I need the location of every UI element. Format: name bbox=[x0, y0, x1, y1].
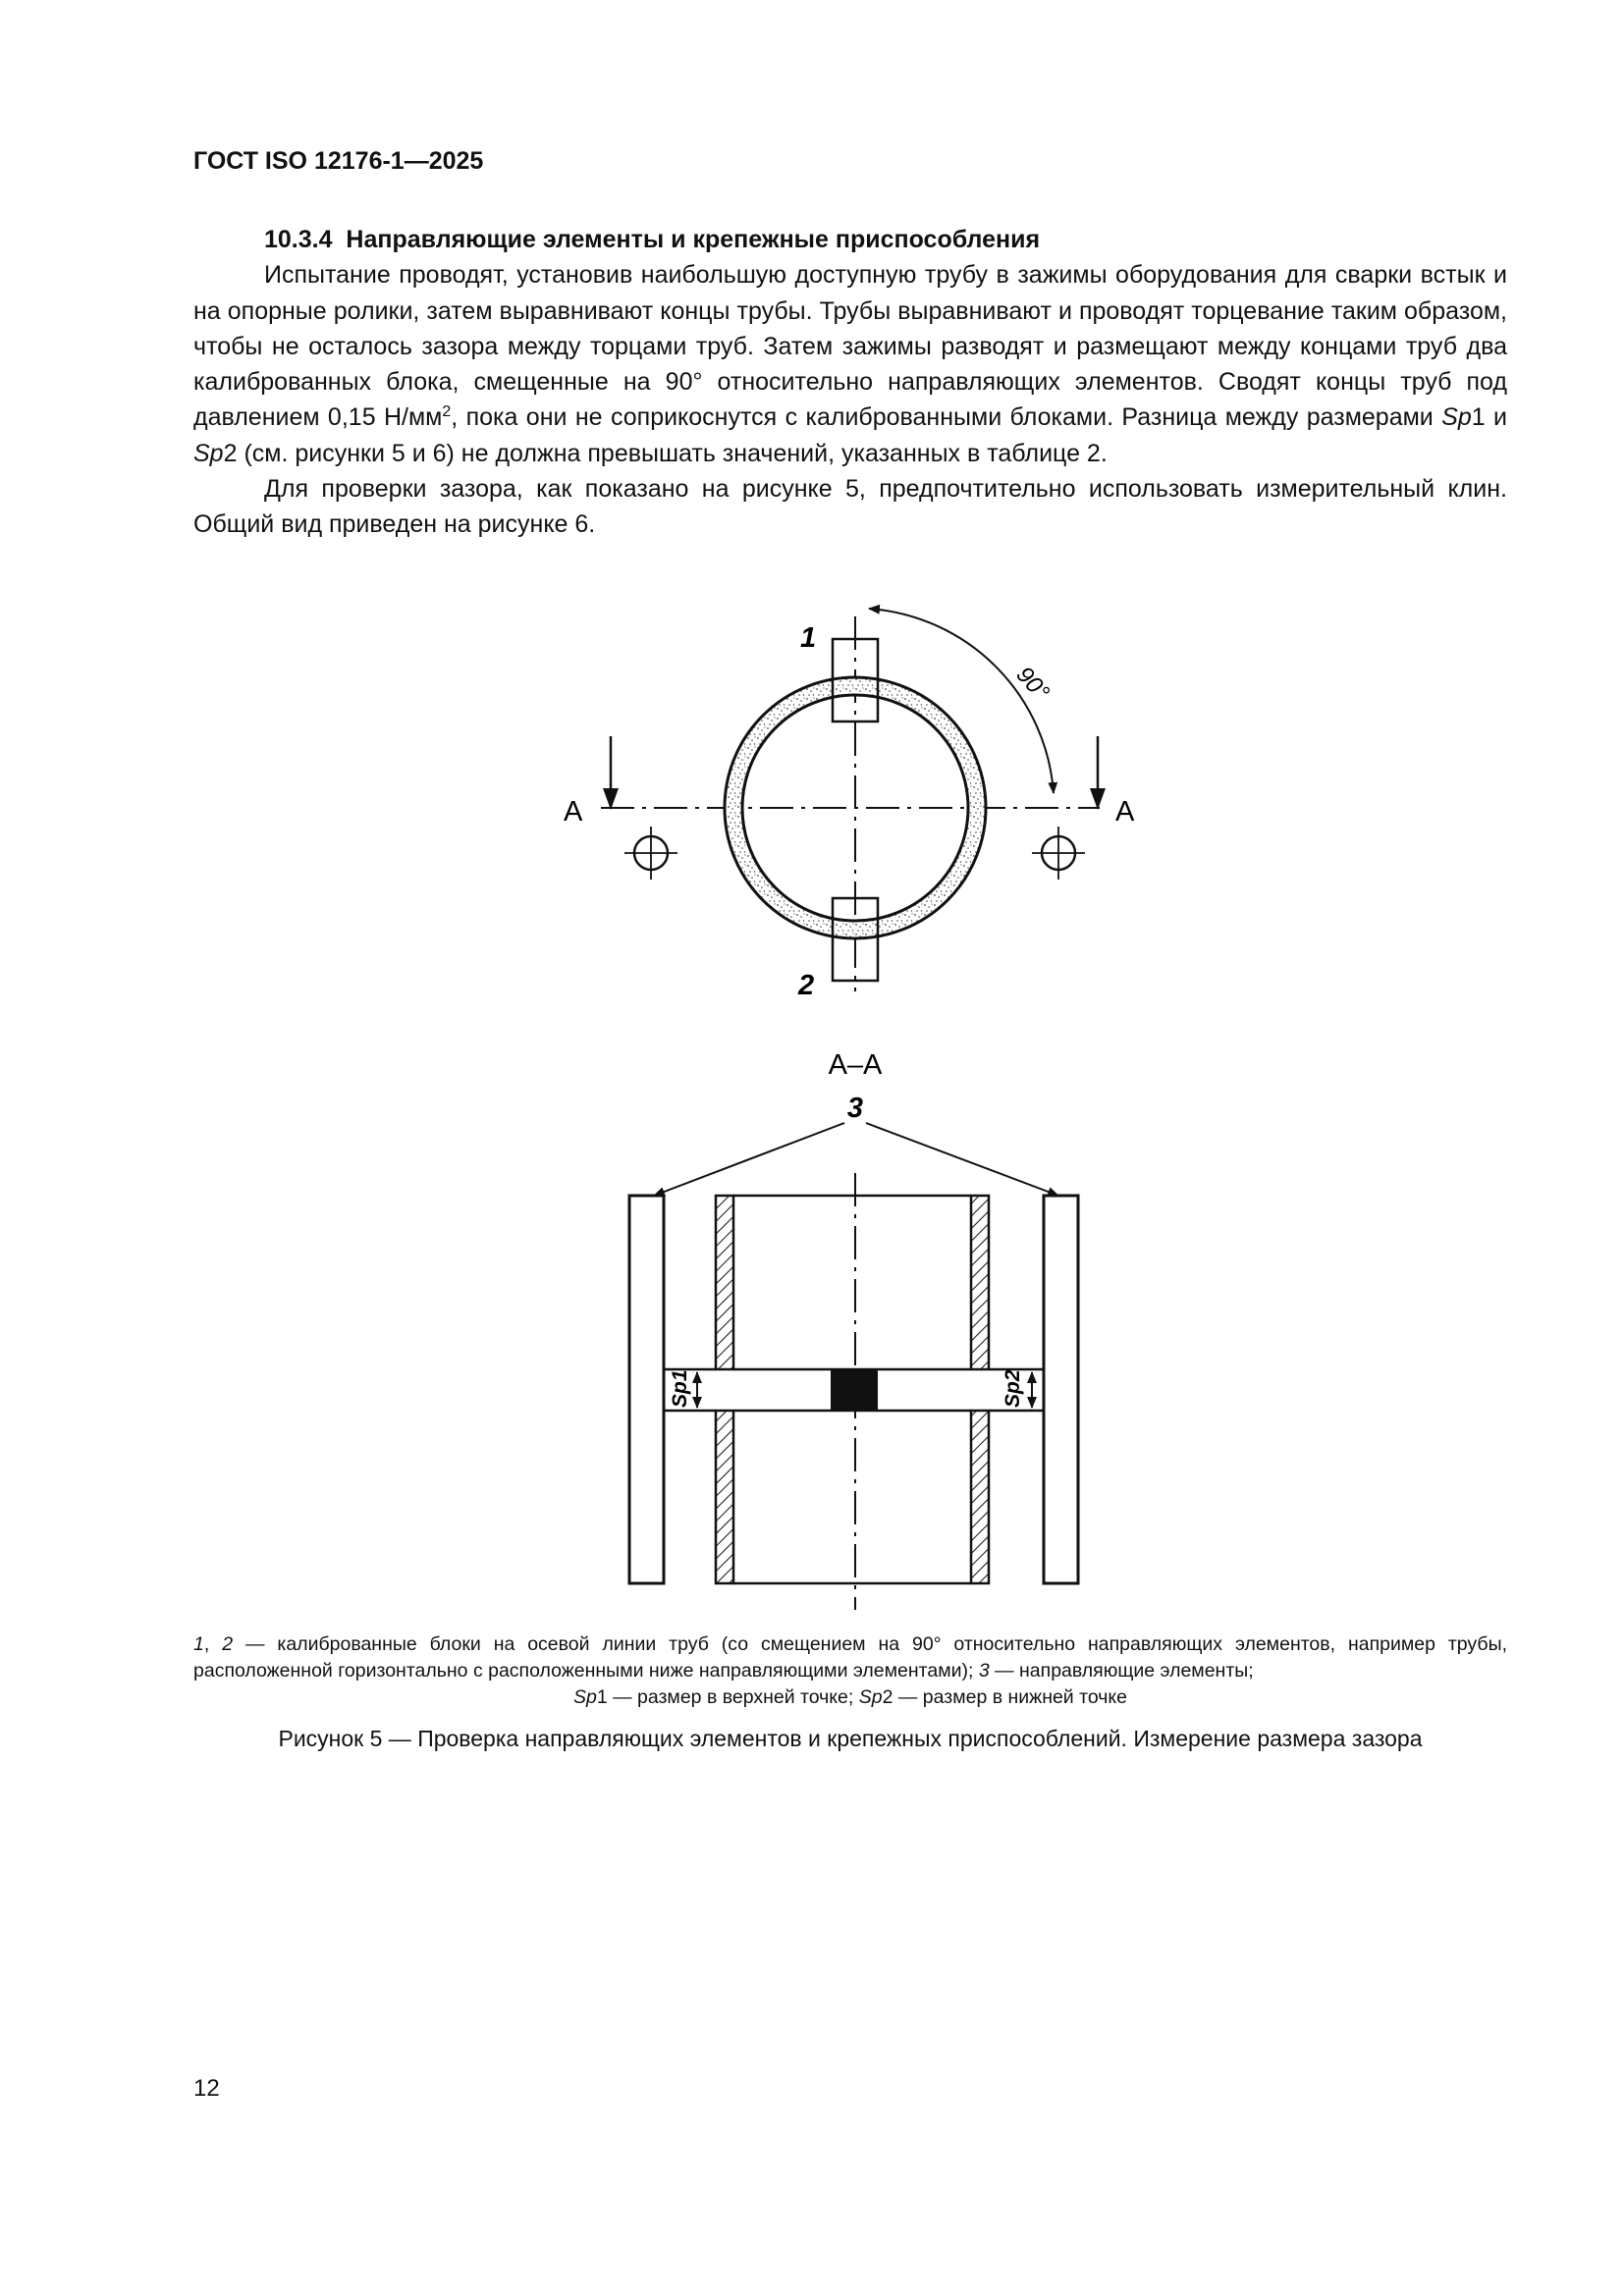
section-number: 10.3.4 bbox=[264, 226, 333, 253]
leader-line-left bbox=[654, 1123, 844, 1196]
roller-right bbox=[1032, 827, 1085, 880]
sp-index: 1 bbox=[1471, 403, 1486, 432]
legend-text-b: — направляющие элементы; bbox=[989, 1660, 1254, 1682]
para1-part-c: (см. рисунки 5 и 6) не должна превышать значений, указанных в таблице 2. bbox=[237, 439, 1108, 467]
pipe-wall-right-upper bbox=[971, 1196, 989, 1369]
legend-text-d: — размер в нижней точке bbox=[893, 1686, 1128, 1708]
paragraph-2: Для проверки зазора, как показано на рисунке 5, предпочтительно использовать измерительный клин. Общий вид приведен на рисунке 6. bbox=[193, 475, 1507, 539]
superscript: 2 bbox=[442, 403, 452, 421]
label-1: 1 bbox=[800, 622, 817, 654]
angle-label: 90° bbox=[1010, 661, 1055, 706]
top-view bbox=[564, 609, 1135, 1001]
section-view bbox=[629, 1049, 1078, 1610]
sp1-label: Sp1 bbox=[669, 1369, 691, 1408]
pipe-wall-left-upper bbox=[716, 1196, 733, 1369]
document-code: ГОСТ ISO 12176-1—2025 bbox=[193, 147, 484, 175]
label-3: 3 bbox=[846, 1093, 864, 1124]
section-view-title: A–A bbox=[828, 1049, 883, 1081]
legend-num-2: 2 bbox=[222, 1633, 234, 1655]
para1-part-b: , пока они не соприкоснутся с калиброванными блоками. Разница между размерами bbox=[451, 403, 1442, 432]
leader-line-right bbox=[866, 1123, 1058, 1196]
legend-num-3: 3 bbox=[978, 1660, 990, 1682]
section-letter-left: A bbox=[564, 796, 583, 828]
section-letter-right: A bbox=[1115, 796, 1135, 828]
legend-sp-2: 2 bbox=[882, 1686, 893, 1708]
sp-italic: Sp bbox=[1441, 403, 1472, 432]
page-number: 12 bbox=[193, 2075, 220, 2102]
legend-num-1: 1 bbox=[193, 1633, 204, 1655]
legend-comma: , bbox=[203, 1633, 223, 1655]
sp-index: 2 bbox=[223, 439, 238, 467]
sp-italic: Sp bbox=[193, 439, 224, 467]
legend-sp-1: 1 bbox=[596, 1686, 608, 1708]
pipe-wall-right-lower bbox=[971, 1411, 989, 1583]
legend-text-a: — калиброванные блоки на осевой линии труб (со смещением на 90° относительно направляющих элементов, например трубы, расположенной горизонтально с расположенными ниже направляющими элементами); bbox=[193, 1633, 1508, 1682]
para1-part-a: Испытание проводят, установив наибольшую доступную трубу в зажимы оборудования для сварки встык и на опорные ролики, затем выравнивают концы трубы. Трубы выравнивают и проводят торцевание таким образом, чтобы не осталось зазора между торцами труб. Затем зажимы разводят и размещают между концами труб два калиброванных блока, смещенные на 90° относительно направляющих элементов. Сводят концы труб под давлением 0,15 Н/мм bbox=[193, 261, 1507, 432]
legend-sp: Sp bbox=[858, 1686, 883, 1708]
calibrated-block-section bbox=[831, 1369, 878, 1411]
label-2: 2 bbox=[798, 970, 815, 1001]
figure-legend bbox=[193, 1631, 1507, 1711]
guide-element-right bbox=[1044, 1196, 1078, 1583]
pipe-wall-left-lower bbox=[716, 1411, 733, 1583]
legend-text-c: — размер в верхней точке; bbox=[607, 1686, 859, 1708]
legend-line-2 bbox=[193, 1684, 1507, 1711]
guide-element-left bbox=[629, 1196, 664, 1583]
sp2-label: Sp2 bbox=[1001, 1369, 1024, 1408]
para1-and: и bbox=[1485, 403, 1507, 432]
roller-left bbox=[624, 827, 677, 880]
section-title: Направляющие элементы и крепежные приспособления bbox=[346, 226, 1041, 253]
legend-sp: Sp bbox=[572, 1686, 597, 1708]
legend-line-1 bbox=[193, 1631, 1507, 1684]
figure-caption: Рисунок 5 — Проверка направляющих элементов и крепежных приспособлений. Измерение размера зазора bbox=[278, 1726, 1423, 1751]
